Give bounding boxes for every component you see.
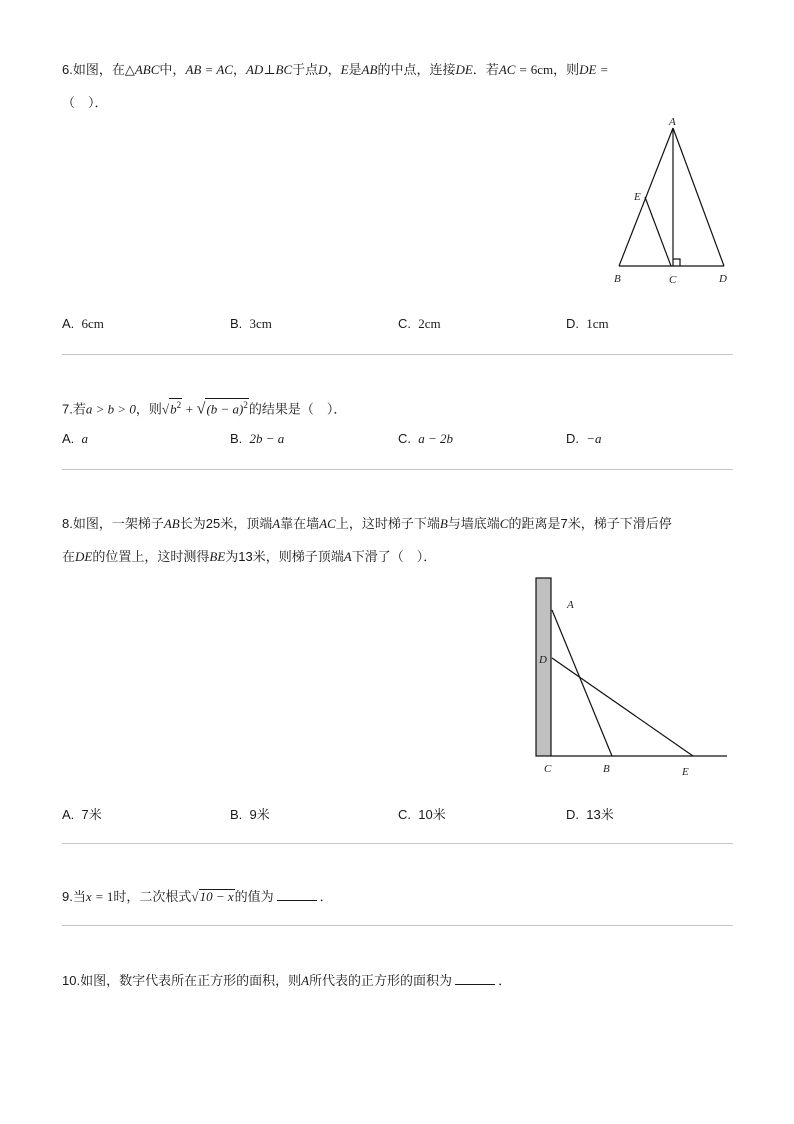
q6-label-e: E [634,191,641,203]
q8-number: 8. [62,516,73,531]
option-letter: B. [230,431,243,446]
q6-option-c[interactable] [398,316,441,332]
q8-text: 下滑了（ ）． [351,549,437,564]
q8-math: AC [319,516,336,531]
radical-sign-icon: √ [161,401,170,417]
q7-text: ，则 [135,401,162,417]
q8-math: B [439,516,448,531]
option-text: 6cm [81,316,104,331]
q6-stem-line2: （ ）． [62,95,108,110]
q6-math: AC = [498,62,531,77]
q8-option-d[interactable] [566,804,614,823]
q8-ladder-figure [525,572,735,784]
option-letter: B. [230,807,243,822]
q8-text: 靠在墙 [280,516,320,531]
q9-math: x = [85,889,107,904]
q6-option-a[interactable] [62,316,104,332]
q9-number: 9. [62,889,73,904]
option-text: 2cm [418,316,441,331]
q6-math: DE = [579,62,609,77]
q6-math: E [340,62,349,77]
q9-radicand: 10 − x [199,889,234,904]
q8-text: 为13米，则梯子顶端 [225,549,344,564]
q9-text: 时，二次根式 [113,889,192,904]
divider [62,843,733,844]
q6-text: 于点 [292,62,319,77]
q8-label-d: D [539,654,547,666]
q6-math: AD⊥BC [245,62,293,77]
option-letter: B. [230,316,243,331]
q8-text: 长为25米，顶端 [179,516,273,531]
q9-math: 1 [106,889,114,904]
option-letter: A. [62,316,75,331]
q10-math: A [301,973,310,988]
radicand-text: (b − a) [206,401,244,417]
q10-text: 所代表的正方形的面积为 [309,973,453,988]
q6-stem-line1 [62,59,608,78]
q6-text: ．若 [472,62,499,77]
q8-label-e: E [682,766,689,778]
q6-option-d[interactable] [566,316,609,332]
q10-text: 如图，数字代表所在正方形的面积，则 [80,973,302,988]
radicand-text: b [170,401,177,417]
q8-math: AB [163,516,180,531]
q10-text: ． [498,973,512,988]
q8-text: 在 [62,549,76,564]
q6-text: 的中点，连接 [377,62,456,77]
q6-math: 6cm [530,62,554,77]
option-text: 10米 [418,807,446,822]
q6-text: ，则 [553,62,580,77]
q6-text: 如图，在 [72,62,125,77]
q6-label-d: D [719,273,727,285]
q6-text: 是 [348,62,362,77]
radical-sign-icon: √ [191,889,199,904]
q8-math: BE [209,549,226,564]
q8-option-b[interactable] [230,804,270,823]
q8-text: 如图，一架梯子 [72,516,164,531]
q7-option-c[interactable] [398,431,453,447]
q8-option-c[interactable] [398,804,446,823]
q8-math: DE [75,549,93,564]
q6-math: AB [361,62,378,77]
option-text: 2b − a [249,431,285,446]
option-text: a − 2b [418,431,454,446]
option-text: 1cm [586,316,609,331]
q7-plus: + [185,401,194,417]
option-text: 3cm [249,316,272,331]
option-letter: D. [566,431,579,446]
q10-answer-blank[interactable] [455,974,495,985]
divider [62,354,733,355]
q8-text: 的距离是7米，梯子下滑后停 [508,516,672,531]
option-text: 9米 [249,807,270,822]
exponent: 2 [243,400,248,410]
option-letter: A. [62,807,75,822]
option-letter: D. [566,316,579,331]
q9-stem [62,886,333,905]
q6-text: ， [327,62,341,77]
q9-text: 当 [72,889,86,904]
q9-text: ． [319,889,333,904]
q8-label-a: A [567,599,574,611]
wall-shape [536,578,551,756]
q6-text: ， [232,62,246,77]
option-text: 13米 [586,807,614,822]
option-text: a [81,431,89,446]
q8-label-b: B [603,763,610,775]
radical-sign-icon: √ [196,400,206,418]
divider [62,469,733,470]
q8-label-c: C [544,763,552,775]
q6-number: 6. [62,62,73,77]
option-letter: C. [398,316,411,331]
q6-math: D [318,62,328,77]
q6-math: DE [455,62,473,77]
option-text: −a [586,431,602,446]
q8-text: 的位置上，这时测得 [92,549,210,564]
q6-text: 中， [159,62,186,77]
q8-math: C [499,516,509,531]
q7-option-a[interactable] [62,431,88,447]
option-text: 7米 [81,807,102,822]
q6-math: AB = AC [185,62,233,77]
q10-number: 10. [62,973,81,988]
q8-math: A [343,549,352,564]
q10-stem [62,970,511,989]
q8-option-a[interactable] [62,804,102,823]
q8-stem-line1 [62,513,672,532]
q9-text: 的值为 [234,889,274,904]
q8-stem-line2 [62,546,436,565]
q7-radicand-1 [169,398,182,415]
divider [62,925,733,926]
q9-answer-blank[interactable] [277,890,317,901]
q7-text: 若 [72,401,86,417]
exponent: 2 [176,400,182,410]
q6-math: △ABC [124,62,160,77]
q7-text: 的结果是（ ）． [248,401,347,417]
option-letter: D. [566,807,579,822]
option-letter: C. [398,431,411,446]
q6-option-b[interactable] [230,316,272,332]
q6-triangle-figure [605,112,735,287]
q6-label-a: A [669,116,676,128]
q8-text: 与墙底端 [447,516,500,531]
q7-number: 7. [62,401,73,417]
q7-math: a > b > 0 [85,401,136,417]
q7-option-b[interactable] [230,431,284,447]
q7-option-d[interactable] [566,431,602,447]
q7-stem [62,398,346,418]
option-letter: A. [62,431,75,446]
q7-radicand-2 [205,398,248,415]
q8-text: 上，这时梯子下端 [335,516,440,531]
option-letter: C. [398,807,411,822]
q6-label-c: C [669,274,677,286]
q8-math: A [272,516,281,531]
q6-label-b: B [614,273,621,285]
